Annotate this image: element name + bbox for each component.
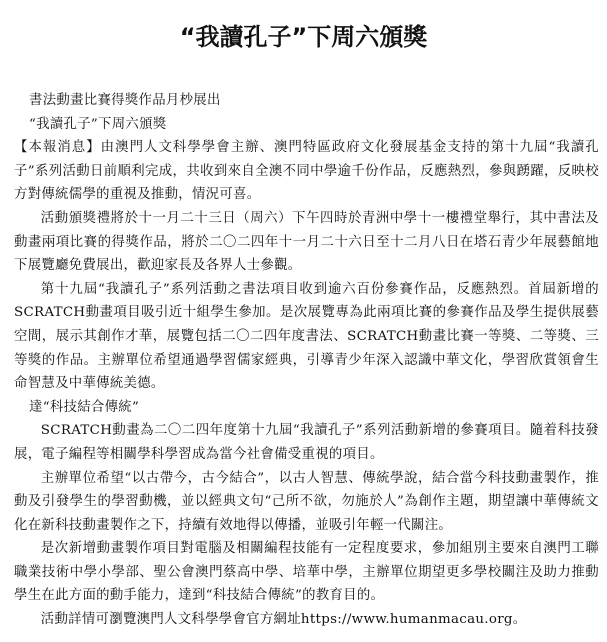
article-kicker: 書法動畫比賽得獎作品月杪展出 (29, 93, 221, 108)
article-paragraph: 【本報消息】由澳門人文科學學會主辦、澳門特區政府文化發展基金支持的第十九屆“我讀孔子”系列活動日前順利完成，共收到來自全澳不同中學逾千份作品，反應熱烈，參與踴躍，反映校方對傳統儒學的重視及推動，情況可喜。 (14, 140, 599, 203)
article-headline: “我讀孔子”下周六頒獎 (29, 116, 167, 132)
article-title: “我讀孔子”下周六頒獎 (179, 23, 428, 51)
article-paragraph: 活動詳情可瀏覽澳門人文科學學會官方網址https://www.humanmacau.org。 (40, 612, 527, 628)
article-paragraph: 第十九屆“我讀孔子”系列活動之書法項目收到逾六百份參賽作品，反應熱烈。首屆新增的SCRATCH動畫項目吸引近十組學生參加。是次展覽專為此兩項比賽的參賽作品及學生提供展藝空間，展示其創作才華，展覽包括二〇二四年度書法、SCRATCH動畫比賽一等獎、二等獎、三等獎的作品。主辦單位希望通過學習儒家經典，引導青少年深入認識中華文化，學習欣賞領會生命智慧及中華傳統美德。 (14, 281, 599, 392)
article-body (14, 89, 599, 632)
article-subheading: 達“科技結合傳統” (29, 399, 140, 415)
article-paragraph: SCRATCH動畫為二〇二四年度第十九屆“我讀孔子”系列活動新增的參賽項目。隨着科技發展，電子編程等相關學科學習成為當今社會備受重視的項目。 (14, 423, 599, 462)
article-paragraph: 活動頒獎禮將於十一月二十三日（周六）下午四時於青洲中學十一樓禮堂舉行，其中書法及動畫兩項比賽的得獎作品，將於二〇二四年十一月二十六日至十二月八日在塔石青少年展藝館地下展覽廳免費展出，歡迎家長及各界人士參觀。 (14, 210, 599, 274)
article-paragraph: 主辦單位希望“以古帶今，古今結合”，以古人智慧、傳統學說，結合當今科技動畫製作，推動及引發學生的學習動機，並以經典文句“己所不欲，勿施於人”為創作主題，期望讓中華傳統文化在新科技動畫製作之下，持續有效地得以傳播，並吸引年輕一代關注。 (14, 470, 599, 533)
article-paragraph: 是次新增動畫製作項目對電腦及相關編程技能有一定程度要求，參加組別主要來自澳門工聯職業技術中學小學部、聖公會澳門蔡高中學、培華中學，主辦單位期望更多學校關注及助力推動學生在此方面的動手能力，達到“科技結合傳統”的教育目的。 (14, 541, 599, 604)
